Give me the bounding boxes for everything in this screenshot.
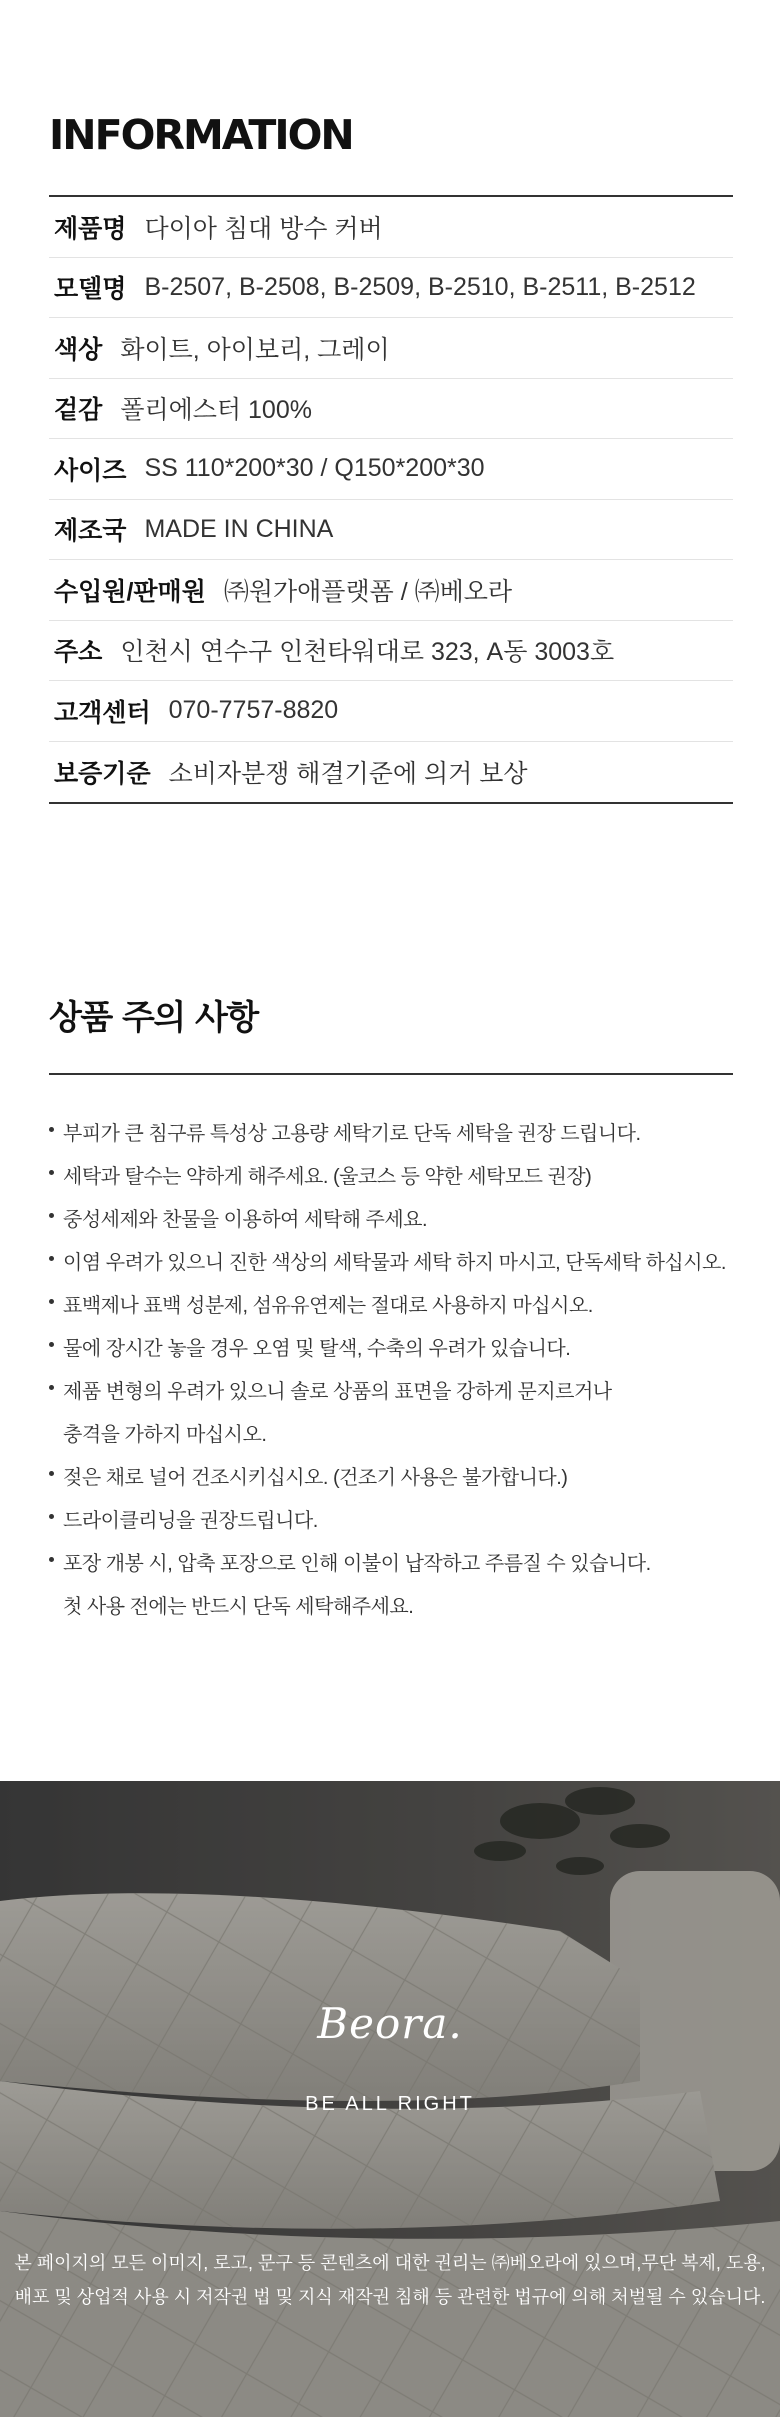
info-label: 제품명 — [54, 214, 127, 243]
brand-slogan: BE ALL RIGHT — [305, 2093, 475, 2115]
caution-list — [49, 1113, 733, 1629]
caution-item — [49, 1457, 733, 1500]
caution-divider — [49, 1073, 733, 1075]
info-label: 보증기준 — [54, 759, 151, 788]
info-value: B-2507, B-2508, B-2509, B-2510, B-2511, B-2512 — [144, 272, 696, 301]
caution-item — [49, 1371, 733, 1457]
info-row-color — [49, 318, 733, 379]
info-value: MADE IN CHINA — [144, 514, 334, 543]
caution-line: 첫 사용 전에는 반드시 단독 세탁해주세요. — [63, 1596, 414, 1618]
caution-line: 젖은 채로 널어 건조시키십시오. (건조기 사용은 불가합니다.) — [63, 1467, 568, 1489]
caution-line: 표백제나 표백 성분제, 섬유유연제는 절대로 사용하지 마십시오. — [63, 1295, 593, 1317]
caution-line: 포장 개봉 시, 압축 포장으로 인해 이불이 납작하고 주름질 수 있습니다. — [63, 1553, 651, 1575]
info-row-outer-fabric — [49, 379, 733, 440]
info-value: 070-7757-8820 — [168, 696, 339, 725]
info-row-model — [49, 258, 733, 319]
copyright-line: 배포 및 상업적 사용 시 저작권 법 및 지식 재작권 침해 등 관련한 법규에 의해 처벌될 수 있습니다. — [14, 2287, 766, 2307]
info-value: 소비자분쟁 해결기준에 의거 보상 — [168, 759, 528, 788]
caution-line: 부피가 큰 침구류 특성상 고용량 세탁기로 단독 세탁을 권장 드립니다. — [63, 1123, 641, 1145]
copyright-notice — [0, 2246, 780, 2314]
caution-line: 충격을 가하지 마십시오. — [63, 1424, 267, 1446]
caution-item — [49, 1242, 733, 1285]
info-value: 폴리에스터 100% — [120, 396, 312, 425]
caution-line: 이염 우려가 있으니 진한 색상의 세탁물과 세탁 하지 마시고, 단독세탁 하십시오. — [63, 1252, 726, 1274]
caution-line: 물에 장시간 놓을 경우 오염 및 탈색, 수축의 우려가 있습니다. — [63, 1338, 571, 1360]
info-row-importer — [49, 560, 733, 621]
caution-line: 중성세제와 찬물을 이용하여 세탁해 주세요. — [63, 1209, 428, 1231]
info-label: 사이즈 — [54, 456, 127, 485]
caution-line: 드라이클리닝을 권장드립니다. — [63, 1510, 318, 1532]
information-table — [49, 195, 733, 804]
caution-item — [49, 1113, 733, 1156]
info-label: 수입원/판매원 — [54, 577, 206, 606]
information-section — [49, 105, 733, 804]
info-label: 색상 — [54, 335, 103, 364]
info-label: 고객센터 — [54, 698, 151, 727]
info-label: 모델명 — [54, 275, 127, 304]
info-value: ㈜원가애플랫폼 / ㈜베오라 — [223, 577, 513, 606]
caution-title: 상품 주의 사항 — [49, 998, 258, 1038]
info-label: 주소 — [54, 638, 103, 667]
caution-item — [49, 1156, 733, 1199]
information-title: INFORMATION — [49, 111, 353, 159]
caution-item — [49, 1543, 733, 1629]
info-row-address — [49, 621, 733, 682]
info-row-origin — [49, 500, 733, 561]
caution-line: 세탁과 탈수는 약하게 해주세요. (울코스 등 약한 세탁모드 권장) — [63, 1166, 592, 1188]
info-value: SS 110*200*30 / Q150*200*30 — [144, 454, 485, 483]
caution-line: 제품 변형의 우려가 있으니 솔로 상품의 표면을 강하게 문지르거나 — [63, 1381, 612, 1403]
info-row-warranty — [49, 742, 733, 803]
caution-section — [49, 990, 733, 1629]
brand-banner — [0, 1781, 780, 2417]
info-row-size — [49, 439, 733, 500]
info-value: 인천시 연수구 인천타워대로 323, A동 3003호 — [120, 638, 615, 667]
caution-item — [49, 1285, 733, 1328]
info-row-customer-center — [49, 681, 733, 742]
info-value: 화이트, 아이보리, 그레이 — [120, 335, 390, 364]
info-value: 다이아 침대 방수 커버 — [144, 214, 383, 243]
brand-logo: Beora. — [317, 1999, 463, 2048]
caution-item — [49, 1328, 733, 1371]
info-label: 겉감 — [54, 396, 103, 425]
caution-item — [49, 1199, 733, 1242]
copyright-line: 본 페이지의 모든 이미지, 로고, 문구 등 콘텐츠에 대한 권리는 ㈜베오라에 있으며,무단 복제, 도용, — [14, 2253, 766, 2273]
caution-item — [49, 1500, 733, 1543]
info-row-product-name — [49, 197, 733, 258]
info-label: 제조국 — [54, 517, 127, 546]
